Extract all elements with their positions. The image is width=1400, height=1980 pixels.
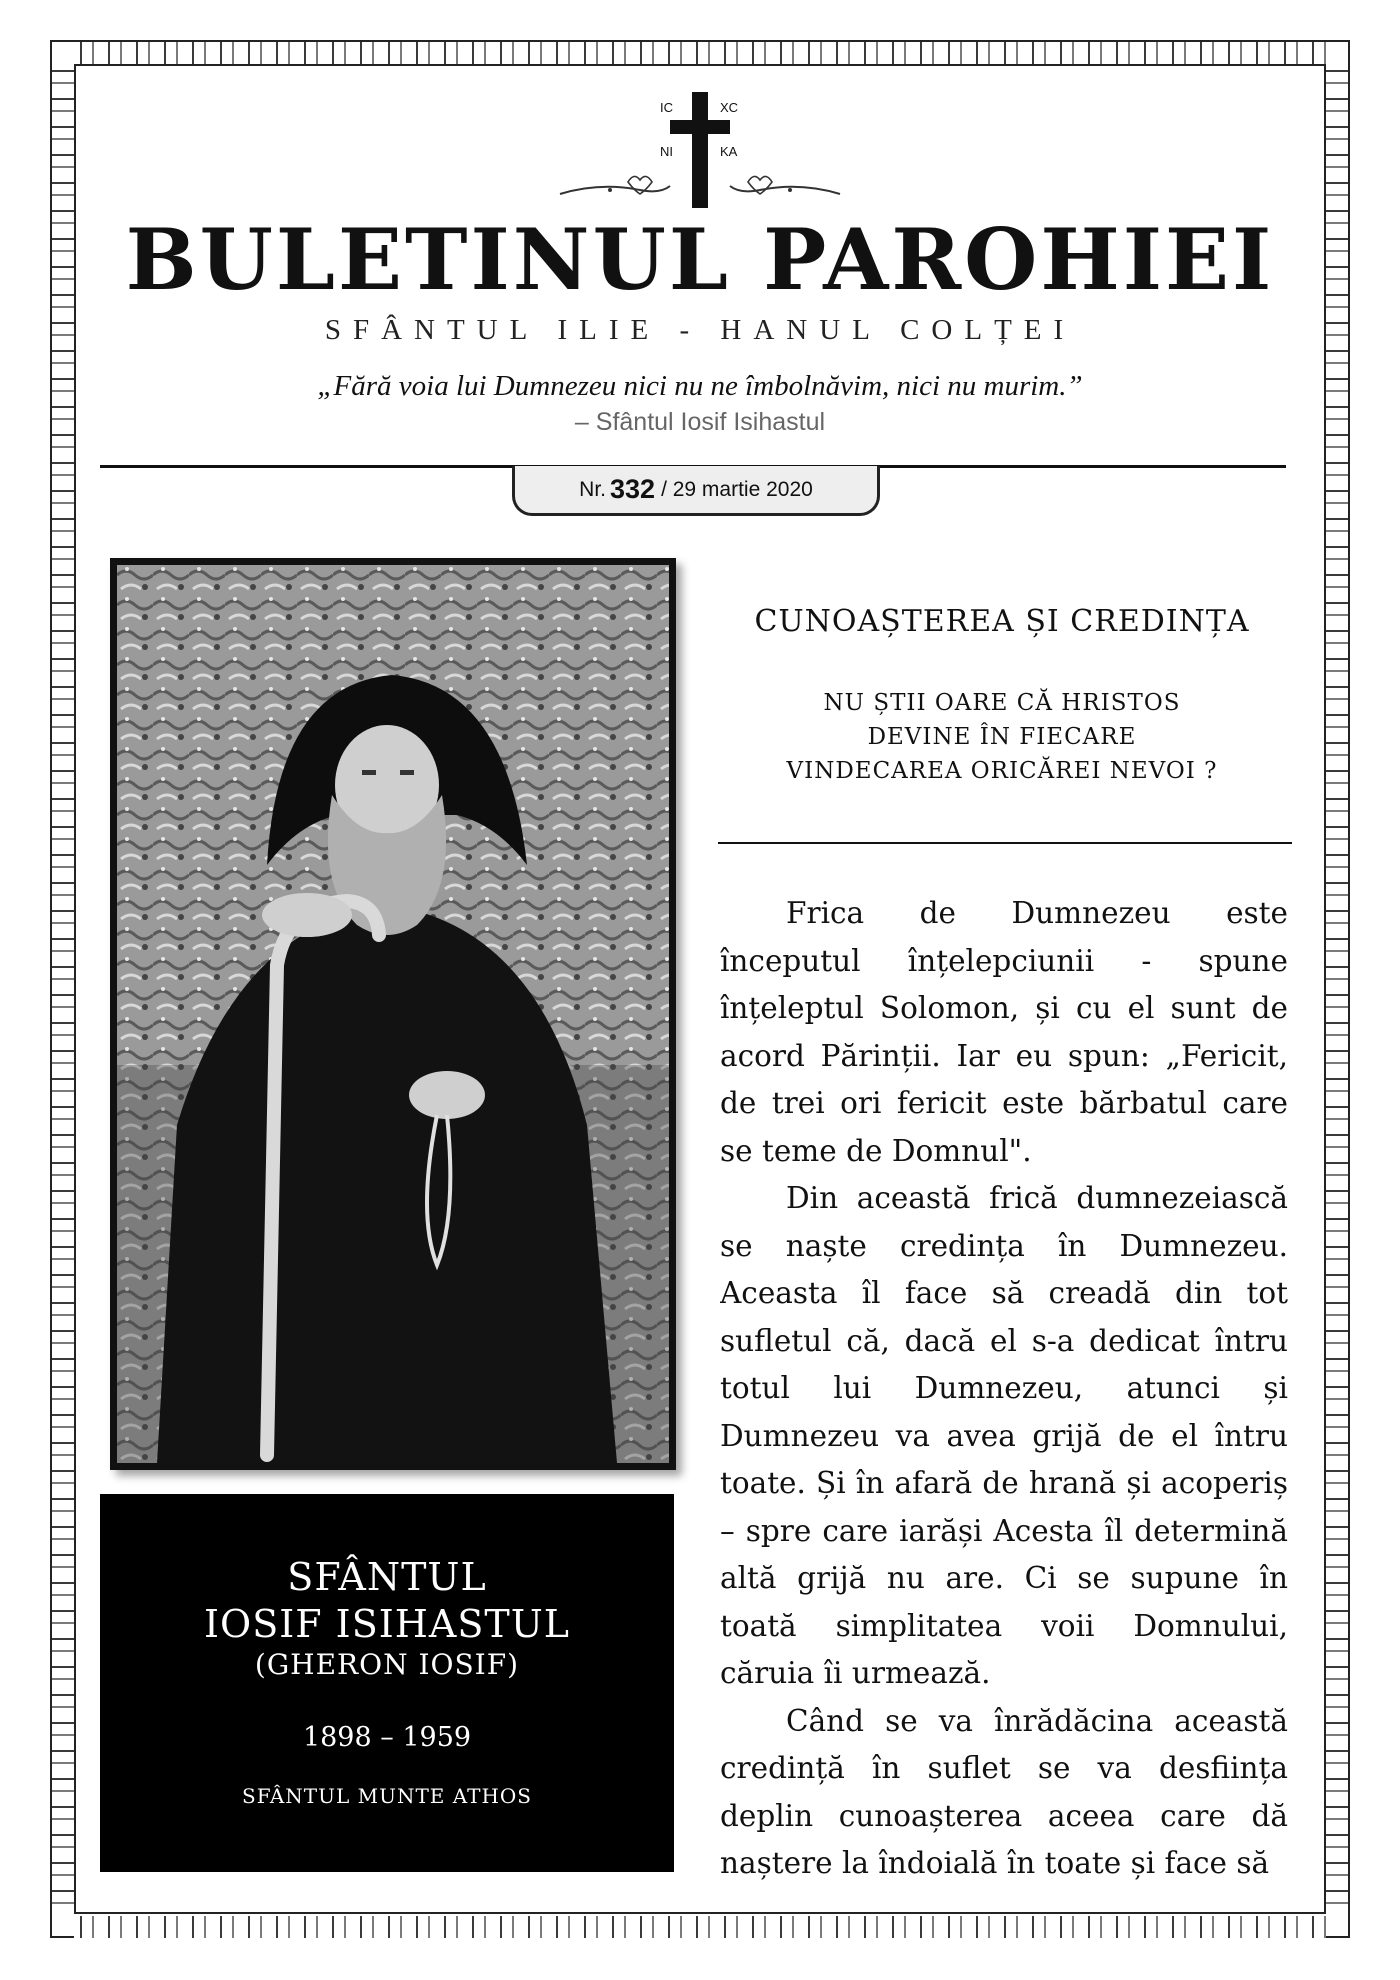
article-paragraph: Când se va înrădăcina această credință în suflet se va desființa deplin cunoașterea aceea care dă naștere la îndoială în toate și face să bbox=[720, 1703, 1288, 1880]
emblem-ni: NI bbox=[660, 144, 673, 159]
elder-portrait-photo-icon bbox=[117, 565, 669, 1463]
article-divider bbox=[718, 842, 1292, 844]
article-title: CUNOAȘTEREA ȘI CREDINȚA bbox=[754, 604, 1250, 639]
bulletin-title: BULETINUL PAROHIEI bbox=[125, 210, 1275, 309]
saint-name-line1: SFÂNTUL bbox=[287, 1555, 487, 1599]
issue-prefix: Nr. bbox=[579, 477, 606, 501]
article-subtitle-line1: NU ȘTII OARE CĂ HRISTOS bbox=[823, 690, 1181, 716]
cross-emblem-icon bbox=[550, 90, 850, 210]
saint-name-line2: IOSIF ISIHASTUL bbox=[204, 1602, 570, 1646]
article-body bbox=[720, 890, 1288, 1900]
header-quote: „Fără voia lui Dumnezeu nici nu ne îmbolnăvim, nici nu murim.” bbox=[317, 370, 1083, 402]
article-paragraph: Din această frică dumnezeiască se naște credința în Dumnezeu. Aceasta îl face să creadă din tot sufletul că, dacă el s-a dedicat întru totul lui Dumnezeu, atunci și Dumnezeu va avea grijă de el întru toate. Și în afară de hrană și acoperiș – spre care iarăși Acesta îl determină altă grijă nu are. Ci se supune în toată simplitatea voii Domnului, căruia îi urmează. bbox=[720, 1181, 1288, 1690]
parish-subtitle: SFÂNTUL ILIE - HANUL COLȚEI bbox=[324, 314, 1076, 346]
article-subtitle-line3: VINDECAREA ORICĂREI NEVOI ? bbox=[786, 758, 1218, 784]
saint-name bbox=[100, 1554, 674, 1648]
article-paragraph: Frica de Dumnezeu este începutul înțelepciunii - spune înțeleptul Solomon, și cu el sunt de acord Părinții. Iar eu spun: „Fericit, de trei ori fericit este bărbatul care se teme de Domnul". bbox=[720, 896, 1288, 1168]
ornament-border-top bbox=[74, 42, 1326, 64]
emblem-ka: KA bbox=[720, 144, 738, 159]
saint-place: SFÂNTUL MUNTE ATHOS bbox=[242, 1784, 532, 1808]
portrait-photo bbox=[110, 558, 676, 1470]
saint-years: 1898 – 1959 bbox=[302, 1722, 472, 1753]
issue-date: / 29 martie 2020 bbox=[661, 477, 813, 501]
quote-author: – Sfântul Iosif Isihastul bbox=[574, 408, 826, 436]
saint-caption bbox=[100, 1494, 674, 1872]
emblem-ic: IC bbox=[660, 100, 673, 115]
saint-alias: (GHERON IOSIF) bbox=[254, 1648, 520, 1681]
issue-badge bbox=[512, 466, 880, 516]
article-subtitle-line2: DEVINE ÎN FIECARE bbox=[867, 724, 1137, 750]
issue-number: 332 bbox=[610, 474, 656, 504]
article-subtitle bbox=[712, 686, 1292, 788]
emblem-xc: XC bbox=[720, 100, 739, 115]
ornament-border-bottom bbox=[74, 1916, 1326, 1938]
